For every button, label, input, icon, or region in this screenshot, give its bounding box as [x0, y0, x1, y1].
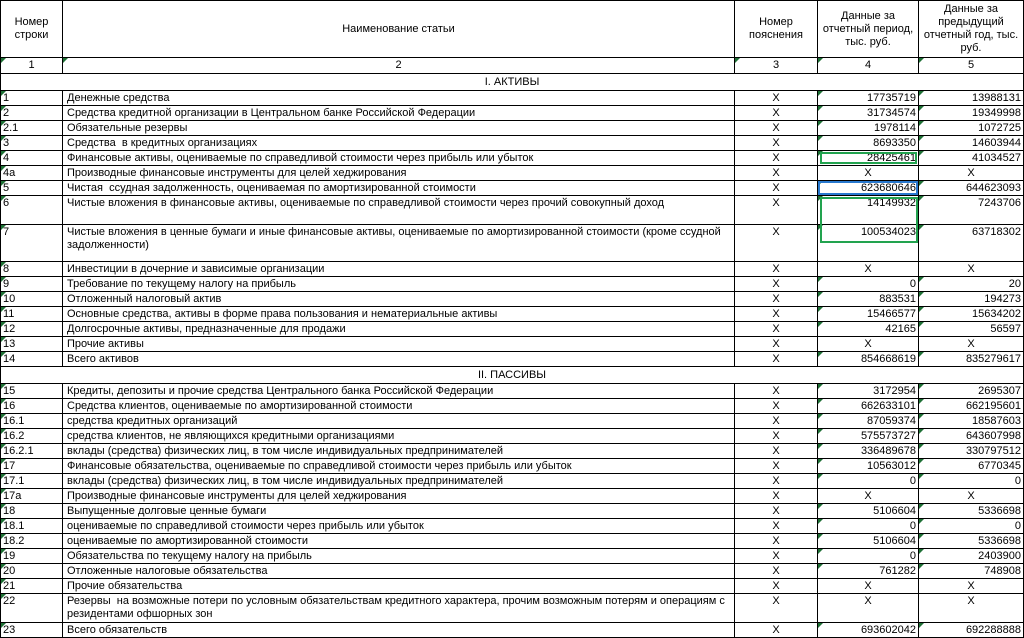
- table-row: [1, 337, 1024, 352]
- previous-year-cell[interactable]: 662195601: [919, 399, 1024, 414]
- note-number-cell[interactable]: X: [735, 384, 818, 399]
- note-number-cell[interactable]: X: [735, 579, 818, 594]
- row-number-cell[interactable]: 16.1: [1, 414, 63, 429]
- current-period-cell[interactable]: X: [818, 579, 919, 594]
- table-row: [1, 399, 1024, 414]
- previous-year-cell[interactable]: 2403900: [919, 549, 1024, 564]
- current-period-cell[interactable]: 14149932: [818, 196, 919, 225]
- note-number-cell[interactable]: X: [735, 337, 818, 352]
- article-name-cell[interactable]: Прочие активы: [63, 337, 735, 352]
- previous-year-cell[interactable]: 41034527: [919, 151, 1024, 166]
- article-name-cell[interactable]: средства кредитных организаций: [63, 414, 735, 429]
- current-period-cell[interactable]: 1978114: [818, 121, 919, 136]
- previous-year-cell[interactable]: 14603944: [919, 136, 1024, 151]
- header-previous-year[interactable]: Данные за предыдущий отчетный год, тыс. руб.: [919, 1, 1024, 58]
- article-name-cell[interactable]: вклады (средства) физических лиц, в том числе индивидуальных предпринимателей: [63, 444, 735, 459]
- note-number-cell[interactable]: X: [735, 504, 818, 519]
- table-row: [1, 225, 1024, 262]
- table-row: [1, 277, 1024, 292]
- row-number-cell[interactable]: 7: [1, 225, 63, 262]
- article-name-cell[interactable]: Производные финансовые инструменты для целей хеджирования: [63, 489, 735, 504]
- row-number-cell[interactable]: 2: [1, 106, 63, 121]
- note-number-cell[interactable]: X: [735, 429, 818, 444]
- header-row-number[interactable]: Номер строки: [1, 1, 63, 58]
- table-row: [1, 414, 1024, 429]
- header-current-period[interactable]: Данные за отчетный период, тыс. руб.: [818, 1, 919, 58]
- note-number-cell[interactable]: X: [735, 414, 818, 429]
- row-number-cell[interactable]: 21: [1, 579, 63, 594]
- table-row: [1, 534, 1024, 549]
- row-number-cell[interactable]: 14: [1, 352, 63, 367]
- previous-year-cell[interactable]: 5336698: [919, 534, 1024, 549]
- previous-year-cell[interactable]: 0: [919, 474, 1024, 489]
- table-row: [1, 262, 1024, 277]
- note-number-cell[interactable]: X: [735, 322, 818, 337]
- row-number-cell[interactable]: 18.1: [1, 519, 63, 534]
- table-row: [1, 352, 1024, 367]
- table-row: [1, 519, 1024, 534]
- article-name-cell[interactable]: Отложенный налоговый актив: [63, 292, 735, 307]
- row-number-cell[interactable]: 12: [1, 322, 63, 337]
- previous-year-cell[interactable]: 330797512: [919, 444, 1024, 459]
- previous-year-cell[interactable]: 644623093: [919, 181, 1024, 196]
- row-number-cell[interactable]: 16.2: [1, 429, 63, 444]
- row-number-cell[interactable]: 17.1: [1, 474, 63, 489]
- article-name-cell[interactable]: вклады (средства) физических лиц, в том числе индивидуальных предпринимателей: [63, 474, 735, 489]
- row-number-cell[interactable]: 22: [1, 594, 63, 623]
- current-period-cell[interactable]: X: [818, 594, 919, 623]
- note-number-cell[interactable]: X: [735, 225, 818, 262]
- row-number-cell[interactable]: 6: [1, 196, 63, 225]
- table-row: [1, 459, 1024, 474]
- row-number-cell[interactable]: 20: [1, 564, 63, 579]
- table-row: [1, 623, 1024, 638]
- current-period-cell[interactable]: X: [818, 166, 919, 181]
- article-name-cell[interactable]: оцениваемые по амортизированной стоимости: [63, 534, 735, 549]
- note-number-cell[interactable]: X: [735, 151, 818, 166]
- row-number-cell[interactable]: 11: [1, 307, 63, 322]
- article-name-cell[interactable]: Всего активов: [63, 352, 735, 367]
- note-number-cell[interactable]: X: [735, 91, 818, 106]
- row-number-cell[interactable]: 17а: [1, 489, 63, 504]
- row-number-cell[interactable]: 13: [1, 337, 63, 352]
- note-number-cell[interactable]: X: [735, 181, 818, 196]
- section-row: [1, 367, 1024, 384]
- note-number-cell[interactable]: X: [735, 307, 818, 322]
- current-period-cell[interactable]: 575573727: [818, 429, 919, 444]
- previous-year-cell[interactable]: 748908: [919, 564, 1024, 579]
- previous-year-cell[interactable]: X: [919, 594, 1024, 623]
- previous-year-cell[interactable]: X: [919, 489, 1024, 504]
- current-period-cell[interactable]: 31734574: [818, 106, 919, 121]
- article-name-cell[interactable]: Средства кредитной организации в Центральном банке Российской Федерации: [63, 106, 735, 121]
- table-row: [1, 564, 1024, 579]
- green-selection-box: [820, 152, 917, 164]
- current-period-cell[interactable]: X: [818, 489, 919, 504]
- table-row: [1, 322, 1024, 337]
- row-number-cell[interactable]: 16.2.1: [1, 444, 63, 459]
- article-name-cell[interactable]: оцениваемые по справедливой стоимости через прибыль или убыток: [63, 519, 735, 534]
- note-number-cell[interactable]: X: [735, 277, 818, 292]
- table-row: [1, 106, 1024, 121]
- table-row: [1, 474, 1024, 489]
- current-period-cell[interactable]: 0: [818, 277, 919, 292]
- blue-selection-box: [818, 181, 918, 195]
- previous-year-cell[interactable]: 63718302: [919, 225, 1024, 262]
- previous-year-cell[interactable]: 7243706: [919, 196, 1024, 225]
- current-period-cell[interactable]: 10563012: [818, 459, 919, 474]
- current-period-cell[interactable]: 100534023: [818, 225, 919, 262]
- table-row: [1, 121, 1024, 136]
- header-note-number[interactable]: Номер пояснения: [735, 1, 818, 58]
- note-number-cell[interactable]: X: [735, 564, 818, 579]
- current-period-cell[interactable]: 693602042: [818, 623, 919, 638]
- article-name-cell[interactable]: средства клиентов, не являющихся кредитными организациями: [63, 429, 735, 444]
- current-period-cell[interactable]: 3172954: [818, 384, 919, 399]
- table-row: [1, 549, 1024, 564]
- previous-year-cell[interactable]: 5336698: [919, 504, 1024, 519]
- previous-year-cell[interactable]: 194273: [919, 292, 1024, 307]
- column-number-5[interactable]: 5: [919, 58, 1024, 74]
- article-name-cell[interactable]: Выпущенные долговые ценные бумаги: [63, 504, 735, 519]
- article-name-cell[interactable]: Средства в кредитных организациях: [63, 136, 735, 151]
- current-period-cell[interactable]: 0: [818, 474, 919, 489]
- previous-year-cell[interactable]: 692288888: [919, 623, 1024, 638]
- row-number-cell[interactable]: 18.2: [1, 534, 63, 549]
- previous-year-cell[interactable]: X: [919, 337, 1024, 352]
- note-number-cell[interactable]: X: [735, 474, 818, 489]
- row-number-cell[interactable]: 5: [1, 181, 63, 196]
- current-period-cell[interactable]: 17735719: [818, 91, 919, 106]
- table-row: [1, 91, 1024, 106]
- article-name-cell[interactable]: Финансовые обязательства, оцениваемые по справедливой стоимости через прибыль или убыток: [63, 459, 735, 474]
- current-period-cell[interactable]: 28425461: [818, 151, 919, 166]
- previous-year-cell[interactable]: 20: [919, 277, 1024, 292]
- article-name-cell[interactable]: Кредиты, депозиты и прочие средства Центрального банка Российской Федерации: [63, 384, 735, 399]
- column-numbers-row: [1, 58, 1024, 74]
- note-number-cell[interactable]: X: [735, 623, 818, 638]
- row-number-cell[interactable]: 23: [1, 623, 63, 638]
- column-number-4[interactable]: 4: [818, 58, 919, 74]
- previous-year-cell[interactable]: X: [919, 262, 1024, 277]
- previous-year-cell[interactable]: 19349998: [919, 106, 1024, 121]
- note-number-cell[interactable]: X: [735, 399, 818, 414]
- note-number-cell[interactable]: X: [735, 136, 818, 151]
- current-period-cell[interactable]: 854668619: [818, 352, 919, 367]
- previous-year-cell[interactable]: 18587603: [919, 414, 1024, 429]
- note-number-cell[interactable]: X: [735, 106, 818, 121]
- table-row: [1, 429, 1024, 444]
- note-number-cell[interactable]: X: [735, 292, 818, 307]
- header-article-name[interactable]: Наименование статьи: [63, 1, 735, 58]
- previous-year-cell[interactable]: 56597: [919, 322, 1024, 337]
- current-period-cell[interactable]: 662633101: [818, 399, 919, 414]
- current-period-cell[interactable]: 15466577: [818, 307, 919, 322]
- row-number-cell[interactable]: 18: [1, 504, 63, 519]
- article-name-cell[interactable]: Основные средства, активы в форме права пользования и нематериальные активы: [63, 307, 735, 322]
- article-name-cell[interactable]: Производные финансовые инструменты для целей хеджирования: [63, 166, 735, 181]
- note-number-cell[interactable]: X: [735, 459, 818, 474]
- article-name-cell[interactable]: Требование по текущему налогу на прибыль: [63, 277, 735, 292]
- row-number-cell[interactable]: 3: [1, 136, 63, 151]
- current-period-cell[interactable]: 5106604: [818, 504, 919, 519]
- current-period-cell[interactable]: X: [818, 262, 919, 277]
- note-number-cell[interactable]: X: [735, 534, 818, 549]
- row-number-cell[interactable]: 8: [1, 262, 63, 277]
- row-number-cell[interactable]: 10: [1, 292, 63, 307]
- current-period-cell[interactable]: X: [818, 337, 919, 352]
- note-number-cell[interactable]: X: [735, 196, 818, 225]
- table-row: [1, 307, 1024, 322]
- current-period-cell[interactable]: 761282: [818, 564, 919, 579]
- previous-year-cell[interactable]: 643607998: [919, 429, 1024, 444]
- table-row: [1, 579, 1024, 594]
- current-period-cell[interactable]: 0: [818, 549, 919, 564]
- row-number-cell[interactable]: 9: [1, 277, 63, 292]
- row-number-cell[interactable]: 16: [1, 399, 63, 414]
- article-name-cell[interactable]: Инвестиции в дочерние и зависимые организации: [63, 262, 735, 277]
- current-period-cell[interactable]: 336489678: [818, 444, 919, 459]
- note-number-cell[interactable]: X: [735, 262, 818, 277]
- article-name-cell[interactable]: Долгосрочные активы, предназначенные для продажи: [63, 322, 735, 337]
- note-number-cell[interactable]: X: [735, 519, 818, 534]
- table-row: [1, 196, 1024, 225]
- header-row: [1, 1, 1024, 58]
- column-number-3[interactable]: 3: [735, 58, 818, 74]
- row-number-cell[interactable]: 4: [1, 151, 63, 166]
- section-row: [1, 74, 1024, 91]
- article-name-cell[interactable]: Резервы на возможные потери по условным обязательствам кредитного характера, прочим возможным потерям и операциям с резидентами офшорных зон: [63, 594, 735, 623]
- previous-year-cell[interactable]: 6770345: [919, 459, 1024, 474]
- column-number-2[interactable]: 2: [63, 58, 735, 74]
- table-row: [1, 489, 1024, 504]
- article-name-cell[interactable]: Чистые вложения в ценные бумаги и иные финансовые активы, оцениваемые по амортизированной стоимости (кроме ссудной задолженности): [63, 225, 735, 262]
- table-row: [1, 292, 1024, 307]
- note-number-cell[interactable]: X: [735, 444, 818, 459]
- column-number-1[interactable]: 1: [1, 58, 63, 74]
- row-number-cell[interactable]: 19: [1, 549, 63, 564]
- previous-year-cell[interactable]: X: [919, 166, 1024, 181]
- row-number-cell[interactable]: 2.1: [1, 121, 63, 136]
- current-period-cell[interactable]: 623680646: [818, 181, 919, 196]
- note-number-cell[interactable]: X: [735, 121, 818, 136]
- article-name-cell[interactable]: Денежные средства: [63, 91, 735, 106]
- article-name-cell[interactable]: Обязательства по текущему налогу на прибыль: [63, 549, 735, 564]
- previous-year-cell[interactable]: 2695307: [919, 384, 1024, 399]
- article-name-cell[interactable]: Финансовые активы, оцениваемые по справедливой стоимости через прибыль или убыток: [63, 151, 735, 166]
- article-name-cell[interactable]: Отложенные налоговые обязательства: [63, 564, 735, 579]
- row-number-cell[interactable]: 15: [1, 384, 63, 399]
- current-period-cell[interactable]: 8693350: [818, 136, 919, 151]
- note-number-cell[interactable]: X: [735, 594, 818, 623]
- article-name-cell[interactable]: Обязательные резервы: [63, 121, 735, 136]
- current-period-cell[interactable]: 5106604: [818, 534, 919, 549]
- previous-year-cell[interactable]: 0: [919, 519, 1024, 534]
- table-row: [1, 594, 1024, 623]
- article-name-cell[interactable]: Прочие обязательства: [63, 579, 735, 594]
- current-period-cell[interactable]: 883531: [818, 292, 919, 307]
- current-period-cell[interactable]: 0: [818, 519, 919, 534]
- previous-year-cell[interactable]: 1072725: [919, 121, 1024, 136]
- row-number-cell[interactable]: 1: [1, 91, 63, 106]
- note-number-cell[interactable]: X: [735, 166, 818, 181]
- note-number-cell[interactable]: X: [735, 489, 818, 504]
- previous-year-cell[interactable]: 835279617: [919, 352, 1024, 367]
- note-number-cell[interactable]: X: [735, 352, 818, 367]
- current-period-cell[interactable]: 87059374: [818, 414, 919, 429]
- section-header: I. АКТИВЫ: [1, 74, 1024, 91]
- previous-year-cell[interactable]: 13988131: [919, 91, 1024, 106]
- article-name-cell[interactable]: Чистые вложения в финансовые активы, оцениваемые по справедливой стоимости через прочий совокупный доход: [63, 196, 735, 225]
- table-row: [1, 136, 1024, 151]
- current-period-cell[interactable]: 42165: [818, 322, 919, 337]
- table-row: [1, 166, 1024, 181]
- row-number-cell[interactable]: 17: [1, 459, 63, 474]
- previous-year-cell[interactable]: X: [919, 579, 1024, 594]
- table-row: [1, 384, 1024, 399]
- article-name-cell[interactable]: Всего обязательств: [63, 623, 735, 638]
- table-row: [1, 444, 1024, 459]
- article-name-cell[interactable]: Чистая ссудная задолженность, оцениваемая по амортизированной стоимости: [63, 181, 735, 196]
- article-name-cell[interactable]: Средства клиентов, оцениваемые по амортизированной стоимости: [63, 399, 735, 414]
- row-number-cell[interactable]: 4а: [1, 166, 63, 181]
- table-row: [1, 151, 1024, 166]
- table-row: [1, 181, 1024, 196]
- previous-year-cell[interactable]: 15634202: [919, 307, 1024, 322]
- table-row: [1, 504, 1024, 519]
- section-header: II. ПАССИВЫ: [1, 367, 1024, 384]
- note-number-cell[interactable]: X: [735, 549, 818, 564]
